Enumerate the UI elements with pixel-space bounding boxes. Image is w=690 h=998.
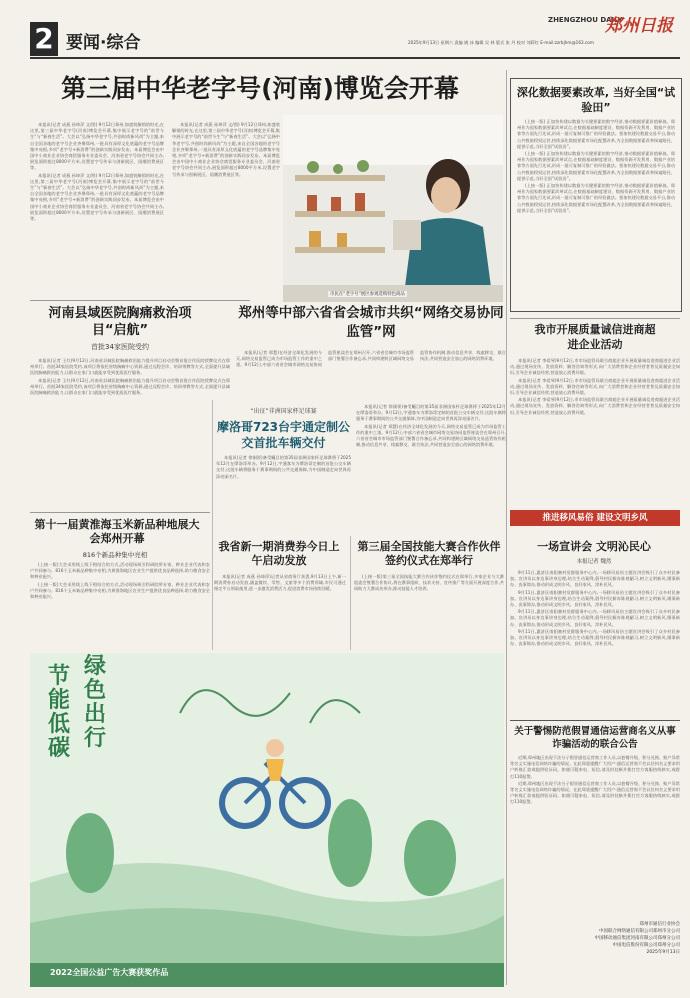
lead-story-body: 本报讯(记者 成燕 孙坤萍 文/图) 9月12日郑州,如盛装解锁的时光,在这里,第三届中华老字号(河南)博览会开幕,集中展示老字号的“前世今生”与“新春生活”。大会以“弘扬中华老字号,共创时尚新风尚”为主题,来自全国各地的老字号企业齐聚郑州,一批具有深厚文化底蕴的老字号品牌集中亮相,多项“老字号+新消费”的创新实践同步发布。本届博览会由中国中小商业企业协会商贸服务专业委员会、河南省老字号协会共同主办,展览面积超过8000平方米,设置老字号传承与创新展区、国潮消费展区等。 本报讯(记者 成燕 孙坤萍 文/图) 9月12日郑州,如盛装解锁的时光,在这里,第三届中华老字号(河南)博览会开幕,集中展示老字号的“前世今生”与“新春生活”。大会以“弘扬中华老字号,共创时尚新风尚”为主题,来自全国各地的老字号企业齐聚郑州,一批具有深厚文化底蕴的老字号品牌集中亮相,多项“老字号+新消费”的创新实践同步发布。本届博览会由中国中小商业企业协会商贸服务专业委员会、河南省老字号协会共同主办,展览面积超过8000平方米,设置老字号传承与创新展区、国潮消费展区等。 [30, 122, 164, 222]
signatory-2: 中国联合网络通信有限公司郑州市分公司 [599, 929, 680, 934]
masthead [0, 0, 690, 58]
public-ad [30, 653, 504, 987]
paper-en: ZHENGZHOU DAILY [548, 16, 623, 24]
fraud-headline: 关于警惕防范假冒通信运营商名义从事诈骗活动的联合公告 [514, 726, 676, 750]
ad-footer: 2022全国公益广告大赛获奖作品 [50, 968, 169, 977]
signatory-1: 郑州市通信行业协会 [639, 922, 680, 927]
reform-box: 深化数据要素改革, 当好全国“试验田” (上接一版) 正加快构建以数据为关键要素的数字经济,推动数据要素价值释放。郑州作为国家数据要素改革试点,在数据基础制度建设、数据资源开发利用、数据产业培育等方面先行先试,形成一批可复制可推广的经验做法。要加快建设数据交易平台,推动公共数据授权运营,持续深化数据要素市场化配置改革,为全国数据要素改革探索路径、提供示范,当好全国“试验田”。 (上接一版) 正加快构建以数据为关键要素的数字经济,推动数据要素价值释放。郑州作为国家数据要素改革试点,在数据基础制度建设、数据资源开发利用、数据产业培育等方面先行先试,形成一批可复制可推广的经验做法。要加快建设数据交易平台,推动公共数据授权运营,持续深化数据要素市场化配置改革,为全国数据要素改革探索路径、提供示范,当好全国“试验田”。 (上接一版) 正加快构建以数据为关键要素的数字经济,推动数据要素价值释放。郑州作为国家数据要素改革试点,在数据基础制度建设、数据资源开发利用、数据产业培育等方面先行先试,形成一批可复制可推广的经验做法。要加快建设数据交易平台,推动公共数据授权运营,持续深化数据要素市场化配置改革,为全国数据要素改革探索路径、提供示范,当好全国“试验田”。 [510, 78, 682, 312]
trade-headline: 郑州等中部六省省会城市共织“网络交易协同监管”网 [238, 305, 504, 340]
rural-body: 9月11日,惠济区南阳寨村党群服务中心内,一场移风易俗主题宣讲会吸引了众多村民参加。宣讲员以身边事讲身边理,结合生动案例,倡导村民摒弃陈规陋习,树立文明新风,婚事新办、丧事简办,推动形成文明乡风、良好家风、淳朴民风。 9月11日,惠济区南阳寨村党群服务中心内,一场移风易俗主题宣讲会吸引了众多村民参加。宣讲员以身边事讲身边理,结合生动案例,倡导村民摒弃陈规陋习,树立文明新风,婚事新办、丧事简办,推动形成文明乡风、良好家风、淳朴民风。 9月11日,惠济区南阳寨村党群服务中心内,一场移风易俗主题宣讲会吸引了众多村民参加。宣讲员以身边事讲身边理,结合生动案例,倡导村民摒弃陈规陋习,树立文明新风,婚事新办、丧事简办,推动形成文明乡风、良好家风、淳朴民风。 9月11日,惠济区南阳寨村党群服务中心内,一场移风易俗主题宣讲会吸引了众多村民参加。宣讲员以身边事讲身边理,结合生动案例,倡导村民摒弃陈规陋习,树立文明新风,婚事新办、丧事简办,推动形成文明乡风、良好家风、淳朴民风。 [510, 570, 680, 647]
rural-banner [510, 510, 680, 526]
ad-slogan-right: 绿色出行 [84, 654, 107, 751]
yellow-river-subhead: 816个新品种集中亮相 [82, 551, 148, 559]
notice-date: 2025年9月13日 [646, 950, 680, 955]
football-headline: 摩洛哥723台宇通定制公交首批车辆交付 [216, 420, 351, 450]
rural-banner-text: 推进移风易俗 建设文明乡风 [542, 513, 648, 523]
photo-caption: 市民在“老字号”展区参观选购特色商品 [330, 292, 405, 297]
hospital-subhead: 首批34家医院受约 [91, 343, 149, 351]
football-kicker: “出征”非洲国家杯足球赛 [250, 408, 317, 415]
voucher-headline: 我省新一期消费券今日上午启动发放 [218, 540, 340, 567]
football-body-col2: 本报讯(记者 徐刚领)备受瞩目的第35届非洲国家杯足球赛将于2025年12月在摩洛哥举办。9月12日,宇通客车为摩洛哥定制的首批公交车辆交付,这批车辆将服务于赛事期间的公共交通保障,为中国制造走向世界再添亮丽名片。 本报讯(记者 郑慧)在经济全球化发展的今天,网络交易监管已成为市场监管工作的重中之重。9月12日,中部六省省会城市网络交易协同监管座谈会在郑州召开,六省省会城市市场监管部门签署合作备忘录,共同构建跨区域网络交易监管协作机制,推动信息共享、线索移交、联合执法,共同营造安全放心的网络消费环境。 [356, 404, 506, 448]
voucher-body: 本报讯(记者 成燕 孙坤萍)记者从省商务厅获悉,9月13日上午,新一期消费券启动发放,涵盖餐饮、零售、文旅等多个消费领域,市民可通过指定平台领取使用,进一步激发消费活力,促进消费市场持续回暖。 [214, 574, 346, 592]
yellow-river-body: (上接一版)大会采用线上线下相结合的方式,活动现场吸引科研院所专家、种业企业代表和农户共同参与。816个玉米新品种集中亮相,为黄淮海地区农业生产提供优良品种选择,助力粮食安全和种业振兴。 (上接一版)大会采用线上线下相结合的方式,活动现场吸引科研院所专家、种业企业代表和农户共同参与。816个玉米新品种集中亮相,为黄淮海地区农业生产提供优良品种选择,助力粮食安全和种业振兴。 [30, 562, 210, 600]
lead-photo [283, 115, 503, 302]
hospital-headline: 河南县域医院胸痛救治项目“启航” [48, 306, 192, 338]
city-quality-headline: 我市开展质量诚信进商超进企业活动 [534, 323, 656, 351]
section-title: 要闻·综合 [66, 33, 141, 53]
paper-cn: 郑州日报 [605, 16, 673, 36]
hospital-body: 本报讯(记者 王红)9月12日,河南省县域医院胸痛救治能力提升项目启动会暨首批合作医院授牌仪式在郑州举行。首批34家医院受约,该项目将依托省级胸痛中心资源,通过远程会诊、培训带教等方式,全面提升县域医院胸痛救治能力,让群众在家门口就能享受到优质医疗服务。 本报讯(记者 王红)9月12日,河南省县域医院胸痛救治能力提升项目启动会暨首批合作医院授牌仪式在郑州举行。首批34家医院受约,该项目将依托省级胸痛中心资源,通过远程会诊、培训带教等方式,全面提升县域医院胸痛救治能力,让群众在家门口就能享受到优质医疗服务。 [30, 358, 230, 396]
rural-headline: 一场宣讲会 文明沁民心 [537, 540, 651, 553]
yellow-river-headline: 第十一届黄淮海玉米新品种地展大会郑州开幕 [34, 518, 200, 545]
fraud-notice: 关于警惕防范假冒通信运营商名义从事诈骗活动的联合公告 近期,郑州地区出现不法分子假冒通信运营商工作人员,以套餐升级、积分兑换、账户异常等名义实施电信网络诈骗的情况。在此郑重提醒广大用户:通信运营商不会以任何名义要求用户转账汇款或提供验证码。如遇可疑来电、短信,请及时挂断并拨打官方客服热线核实,或拨打110报警。 近期,郑州地区出现不法分子假冒通信运营商工作人员,以套餐升级、积分兑换、账户异常等名义实施电信网络诈骗的情况。在此郑重提醒广大用户:通信运营商不会以任何名义要求用户转账汇款或提供验证码。如遇可疑来电、短信,请及时挂断并拨打官方客服热线核实,或拨打110报警。 郑州市通信行业协会 中国联合网络通信有限公司郑州市分公司 中国移动通信集团河南有限公司郑州分公司 中国电信股份有限公司郑州分公司 2025年9月13日 [510, 720, 680, 987]
skills-headline: 第三届全国技能大赛合作伙伴签约仪式在郑举行 [357, 540, 501, 567]
page-number: 2 [30, 22, 58, 56]
city-quality-body: 本报讯(记者 李爱琴)9月12日,市市场监管局联合商超企业开展质量诚信进商超进企业活动,通过现场宣传、发放资料、解答咨询等形式,向广大消费者和企业经营者普及质量安全知识,引导企业诚信经营,营造放心消费环境。 本报讯(记者 李爱琴)9月12日,市市场监管局联合商超企业开展质量诚信进商超进企业活动,通过现场宣传、发放资料、解答咨询等形式,向广大消费者和企业经营者普及质量安全知识,引导企业诚信经营,营造放心消费环境。 本报讯(记者 李爱琴)9月12日,市市场监管局联合商超企业开展质量诚信进商超进企业活动,通过现场宣传、发放资料、解答咨询等形式,向广大消费者和企业经营者普及质量安全知识,引导企业诚信经营,营造放心消费环境。 [510, 358, 680, 415]
signatory-4: 中国电信股份有限公司郑州分公司 [612, 943, 680, 948]
dateline: 2025年9月13日 星期六 责编 姚 冰 编辑 吴 林 版式 张 丹 校对 刘莉红 E-mail:zzrbjhm@163.com [408, 40, 594, 45]
football-box: “出征”非洲国家杯足球赛 摩洛哥723台宇通定制公交首批车辆交付 本报讯(记者 徐刚领)备受瞩目的第35届非洲国家杯足球赛将于2025年12月在摩洛哥举办。9月12日,宇通客车为摩洛哥定制的首批公交车辆交付,这批车辆将服务于赛事期间的公共交通保障,为中国制造走向世界再添亮丽名片。 [216, 408, 351, 479]
reform-headline: 深化数据要素改革, 当好全国“试验田” [516, 86, 676, 114]
skills-body: (上接一版)第三届全国技能大赛合作伙伴签约仪式在郑举行,多家企业与大赛组委会签署合作协议,将在赛事组织、技术支持、宣传推广等方面开展深度合作,共同助力大赛成功举办,推动技能人才培养。 [354, 574, 504, 592]
ad-slogan-left: 节能低碳 [48, 664, 71, 761]
lead-headline: 第三届中华老字号(河南)博览会开幕 [61, 74, 459, 103]
lead-story-body-col2: 本报讯(记者 成燕 孙坤萍 文/图) 9月12日郑州,如盛装解锁的时光,在这里,第三届中华老字号(河南)博览会开幕,集中展示老字号的“前世今生”与“新春生活”。大会以“弘扬中华老字号,共创时尚新风尚”为主题,来自全国各地的老字号企业齐聚郑州,一批具有深厚文化底蕴的老字号品牌集中亮相,多项“老字号+新消费”的创新实践同步发布。本届博览会由中国中小商业企业协会商贸服务专业委员会、河南省老字号协会共同主办,展览面积超过8000平方米,设置老字号传承与创新展区、国潮消费展区等。 [172, 122, 280, 177]
rural-byline: 本报记者 魏然 [576, 559, 612, 565]
signatory-3: 中国移动通信集团河南有限公司郑州分公司 [594, 936, 680, 941]
trade-body: 本报讯(记者 郑慧)在经济全球化发展的今天,网络交易监管已成为市场监管工作的重中之重。9月12日,中部六省省会城市网络交易协同监管座谈会在郑州召开,六省省会城市市场监管部门签署合作备忘录,共同构建跨区域网络交易监管协作机制,推动信息共享、线索移交、联合执法,共同营造安全放心的网络消费环境。 [236, 350, 506, 368]
